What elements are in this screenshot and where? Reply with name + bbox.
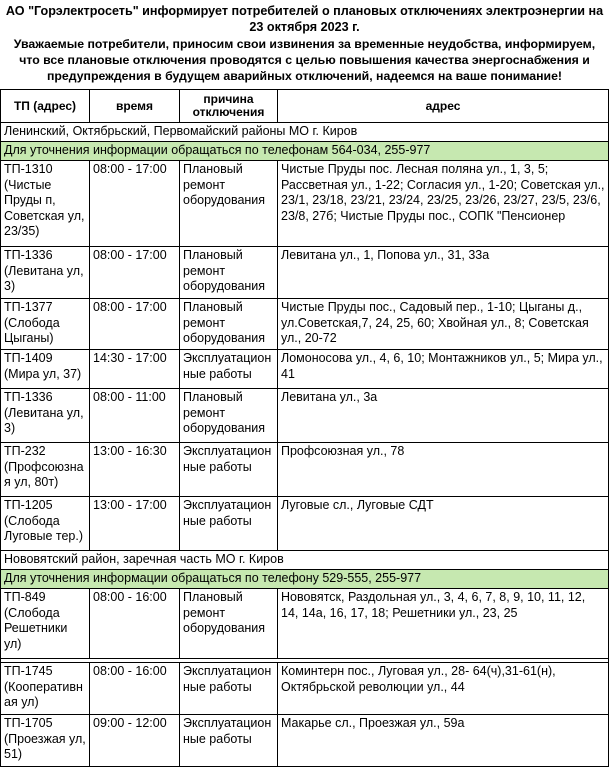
cell-time: 14:30 - 17:00 [90,350,180,389]
phone-info: Для уточнения информации обращаться по телефону 529-555, 255-977 [1,570,609,589]
cell-address: Ломоносова ул., 4, 6, 10; Монтажников ул., 5; Мира ул., 41 [278,350,609,389]
table-row [1,161,609,247]
cell-reason: Эксплуатационные работы [180,350,278,389]
cell-tp: ТП-1377 (Слобода Цыганы) [1,299,90,350]
cell-tp: ТП-1745 (Кооперативная ул) [1,663,90,715]
cell-tp: ТП-1310 (Чистые Пруды п, Советская ул, 23/35) [1,161,90,247]
cell-tp: ТП-1205 (Слобода Луговые тер.) [1,497,90,551]
district-label: Ленинский, Октябрьский, Первомайский районы МО г. Киров [1,123,609,142]
cell-tp: ТП-1409 (Мира ул, 37) [1,350,90,389]
table-header-row [1,90,609,123]
cell-address: Луговые сл., Луговые СДТ [278,497,609,551]
cell-address: Нововятск, Раздольная ул., 3, 4, 6, 7, 8, 9, 10, 11, 12, 14, 14а, 16, 17, 18; Решетники ул., 23, 25 [278,589,609,659]
cell-time: 08:00 - 17:00 [90,299,180,350]
apology-intro: Уважаемые потребители, приносим свои извинения за временные неудобства, информируем, что все плановые отключения проводятся с целью повышения качества энергоснабжения и предупреждения в будущем аварийных отключений, надеемся на ваше понимание! [13,37,596,83]
district-label: Нововятский район, заречная часть МО г. Киров [1,551,609,570]
phone-row [1,142,609,161]
phone-row [1,570,609,589]
cell-time: 08:00 - 17:00 [90,247,180,299]
table-row [1,715,609,767]
table-row [1,589,609,659]
cell-reason: Эксплуатационные работы [180,715,278,767]
col-header-time: время [90,90,180,123]
cell-reason: Плановый ремонт оборудования [180,299,278,350]
table-row [1,443,609,497]
cell-time: 13:00 - 17:00 [90,497,180,551]
notice-title-line1: АО "Горэлектросеть" информирует потребителей о плановых отключениях электроэнергии на [5,4,604,18]
col-header-address: адрес [278,90,609,123]
cell-reason: Эксплуатационные работы [180,663,278,715]
cell-reason: Плановый ремонт оборудования [180,389,278,443]
cell-reason: Плановый ремонт оборудования [180,247,278,299]
cell-address: Профсоюзная ул., 78 [278,443,609,497]
cell-address: Чистые Пруды пос., Садовый пер., 1-10; Цыганы д., ул.Советская,7, 24, 25, 60; Хвойная ул., 8; Советская ул., 20-72 [278,299,609,350]
cell-tp: ТП-849 (Слобода Решетники ул) [1,589,90,659]
outage-table [0,89,609,767]
cell-reason: Плановый ремонт оборудования [180,589,278,659]
cell-tp: ТП-1705 (Проезжая ул, 51) [1,715,90,767]
cell-address: Макарье сл., Проезжая ул., 59а [278,715,609,767]
cell-tp: ТП-1336 (Левитана ул, 3) [1,389,90,443]
cell-time: 13:00 - 16:30 [90,443,180,497]
cell-address: Коминтерн пос., Луговая ул., 28- 64(ч),31-61(н), Октябрьской революции ул., 44 [278,663,609,715]
table-row [1,247,609,299]
cell-reason: Эксплуатационные работы [180,443,278,497]
cell-time: 08:00 - 11:00 [90,389,180,443]
cell-time: 09:00 - 12:00 [90,715,180,767]
cell-reason: Эксплуатационные работы [180,497,278,551]
cell-time: 08:00 - 17:00 [90,161,180,247]
cell-address: Левитана ул., 1, Попова ул., 31, 33а [278,247,609,299]
table-row [1,497,609,551]
district-row [1,551,609,570]
table-row [1,350,609,389]
cell-address: Левитана ул., 3а [278,389,609,443]
cell-time: 08:00 - 16:00 [90,663,180,715]
cell-tp: ТП-1336 (Левитана ул, 3) [1,247,90,299]
cell-tp: ТП-232 (Профсоюзная ул, 80т) [1,443,90,497]
cell-time: 08:00 - 16:00 [90,589,180,659]
table-row [1,389,609,443]
table-row [1,299,609,350]
col-header-tp: ТП (адрес) [1,90,90,123]
phone-info: Для уточнения информации обращаться по телефонам 564-034, 255-977 [1,142,609,161]
notice-title [0,0,609,36]
table-row [1,663,609,715]
notice-title-date: 23 октября 2023 г. [249,20,360,34]
col-header-reason: причина отключения [180,90,278,123]
cell-reason: Плановый ремонт оборудования [180,161,278,247]
cell-address: Чистые Пруды пос. Лесная поляна ул., 1, 3, 5; Рассветная ул., 1-22; Согласия ул., 1-20; Советская ул., 23/1, 23/18, 23/21, 23/24, 23/25, 23/26, 23/27, 23/5, 23/6, 23/8, 27б; Чистые Пруды пос., СОПК "Пенсионер [278,161,609,247]
district-row [1,123,609,142]
